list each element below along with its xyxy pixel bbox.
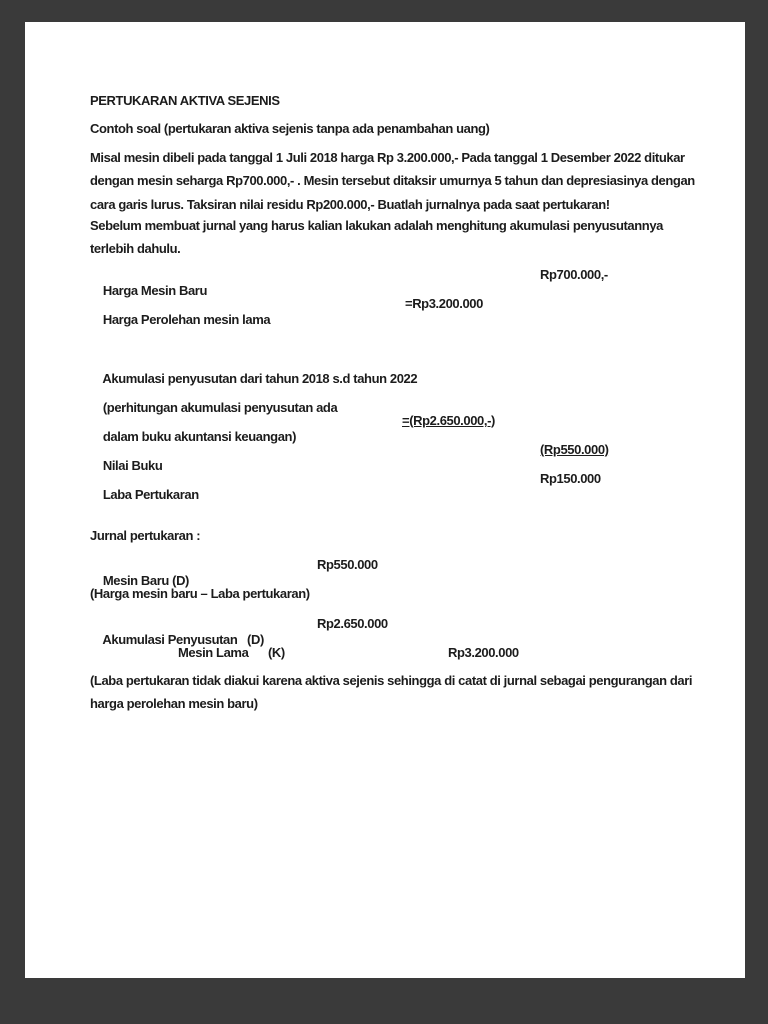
closing-line: (Laba pertukaran tidak diakui karena aktiva sejenis sehingga di catat di jurnal sebagai pengurangan dari — [90, 673, 693, 688]
row-value: Rp2.650.000 — [317, 616, 388, 631]
journal-note: (Harga mesin baru – Laba pertukaran) — [90, 586, 310, 601]
row-label: Akumulasi Penyusutan (D) — [102, 632, 264, 647]
row-label: Harga Perolehan mesin lama — [102, 312, 271, 327]
row-label: Nilai Buku — [102, 458, 163, 473]
intro-line: Misal mesin dibeli pada tanggal 1 Juli 2018 harga Rp 3.200.000,- Pada tanggal 1 Desember 2022 ditukar — [90, 150, 685, 165]
note-line: Sebelum membuat jurnal yang harus kalian lakukan adalah menghitung akumulasi penyusutannya — [90, 218, 663, 233]
row-value-underlined: (Rp550.000) — [540, 442, 609, 457]
calc-row — [90, 296, 735, 360]
doc-title: PERTUKARAN AKTIVA SEJENIS — [90, 93, 280, 108]
row-label: Harga Mesin Baru — [102, 283, 207, 298]
row-value-underlined: =(Rp2.650.000,-) — [402, 413, 495, 428]
row-label: dalam buku akuntansi keuangan) — [102, 429, 297, 444]
row-label: Akumulasi penyusutan dari tahun 2018 s.d tahun 2022 — [102, 371, 418, 386]
row-label: Mesin Baru (D) — [102, 573, 189, 588]
doc-subtitle: Contoh soal (pertukaran aktiva sejenis tanpa ada penambahan uang) — [90, 121, 490, 136]
credit-account: Mesin Lama — [178, 645, 249, 660]
row-value: Rp150.000 — [540, 471, 601, 486]
row-value: Rp550.000 — [317, 557, 378, 572]
row-value: =Rp3.200.000 — [405, 296, 483, 311]
row-label: Laba Pertukaran — [102, 487, 199, 502]
row-label: (perhitungan akumulasi penyusutan ada — [102, 400, 338, 415]
intro-line: cara garis lurus. Taksiran nilai residu Rp200.000,- Buatlah jurnalnya pada saat pertukaran! — [90, 197, 610, 212]
row-value: Rp3.200.000 — [448, 645, 519, 660]
calc-row — [90, 471, 735, 535]
row-value: Rp700.000,- — [540, 267, 608, 282]
document-page — [25, 22, 745, 978]
intro-line: dengan mesin seharga Rp700.000,- . Mesin tersebut ditaksir umurnya 5 tahun dan depresiasinya dengan — [90, 173, 695, 188]
note-line: terlebih dahulu. — [90, 241, 181, 256]
credit-marker: (K) — [268, 645, 285, 660]
closing-line: harga perolehan mesin baru) — [90, 696, 258, 711]
journal-heading: Jurnal pertukaran : — [90, 528, 201, 543]
